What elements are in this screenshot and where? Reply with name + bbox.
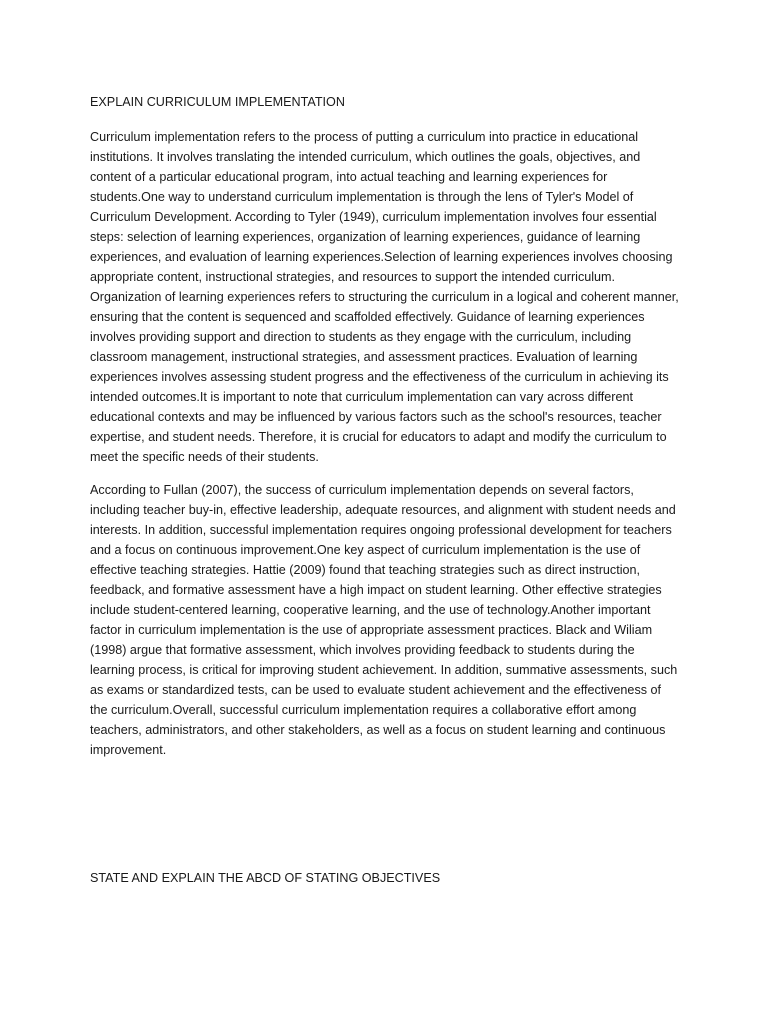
paragraph-fullan-success-factors: According to Fullan (2007), the success of curriculum implementation depends on several factors, including teacher buy-in, effective leadership, adequate resources, and alignment with student needs and interests. In addition, successful implementation requires ongoing professional development for teachers and a focus on continuous improvement.One key aspect of curriculum implementation is the use of effective teaching strategies. Hattie (2009) found that teaching strategies such as direct instruction, feedback, and formative assessment have a high impact on student learning. Other effective strategies include student-centered learning, cooperative learning, and the use of technology.Another important factor in curriculum implementation is the use of appropriate assessment practices. Black and Wiliam (1998) argue that formative assessment, which involves providing feedback to students during the learning process, is critical for improving student achievement. In addition, summative assessments, such as exams or standardized tests, can be used to evaluate student achievement and the effectiveness of the curriculum.Overall, successful curriculum implementation requires a collaborative effort among teachers, administrators, and other stakeholders, as well as a focus on student learning and continuous improvement. [90, 483, 678, 757]
section-heading-curriculum-implementation: EXPLAIN CURRICULUM IMPLEMENTATION [90, 95, 345, 109]
document-body [90, 92, 680, 773]
section-heading-abcd-objectives: STATE AND EXPLAIN THE ABCD OF STATING OBJECTIVES [90, 871, 441, 885]
paragraph-curriculum-implementation-definition: Curriculum implementation refers to the process of putting a curriculum into practice in educational institutions. It involves translating the intended curriculum, which outlines the goals, objectives, and content of a particular educational program, into actual teaching and learning experiences for students.One way to understand curriculum implementation is through the lens of Tyler's Model of Curriculum Development. According to Tyler (1949), curriculum implementation involves four essential steps: selection of learning experiences, organization of learning experiences, guidance of learning experiences, and evaluation of learning experiences.Selection of learning experiences involves choosing appropriate content, instructional strategies, and resources to support the intended curriculum. Organization of learning experiences refers to structuring the curriculum in a logical and coherent manner, ensuring that the content is sequenced and scaffolded effectively. Guidance of learning experiences involves providing support and direction to students as they engage with the curriculum, including classroom management, instructional strategies, and assessment practices. Evaluation of learning experiences involves assessing student progress and the effectiveness of the curriculum in achieving its intended outcomes.It is important to note that curriculum implementation can vary across different educational contexts and may be influenced by various factors such as the school's resources, teacher expertise, and student needs. Therefore, it is crucial for educators to adapt and modify the curriculum to meet the specific needs of their students. [90, 130, 679, 464]
